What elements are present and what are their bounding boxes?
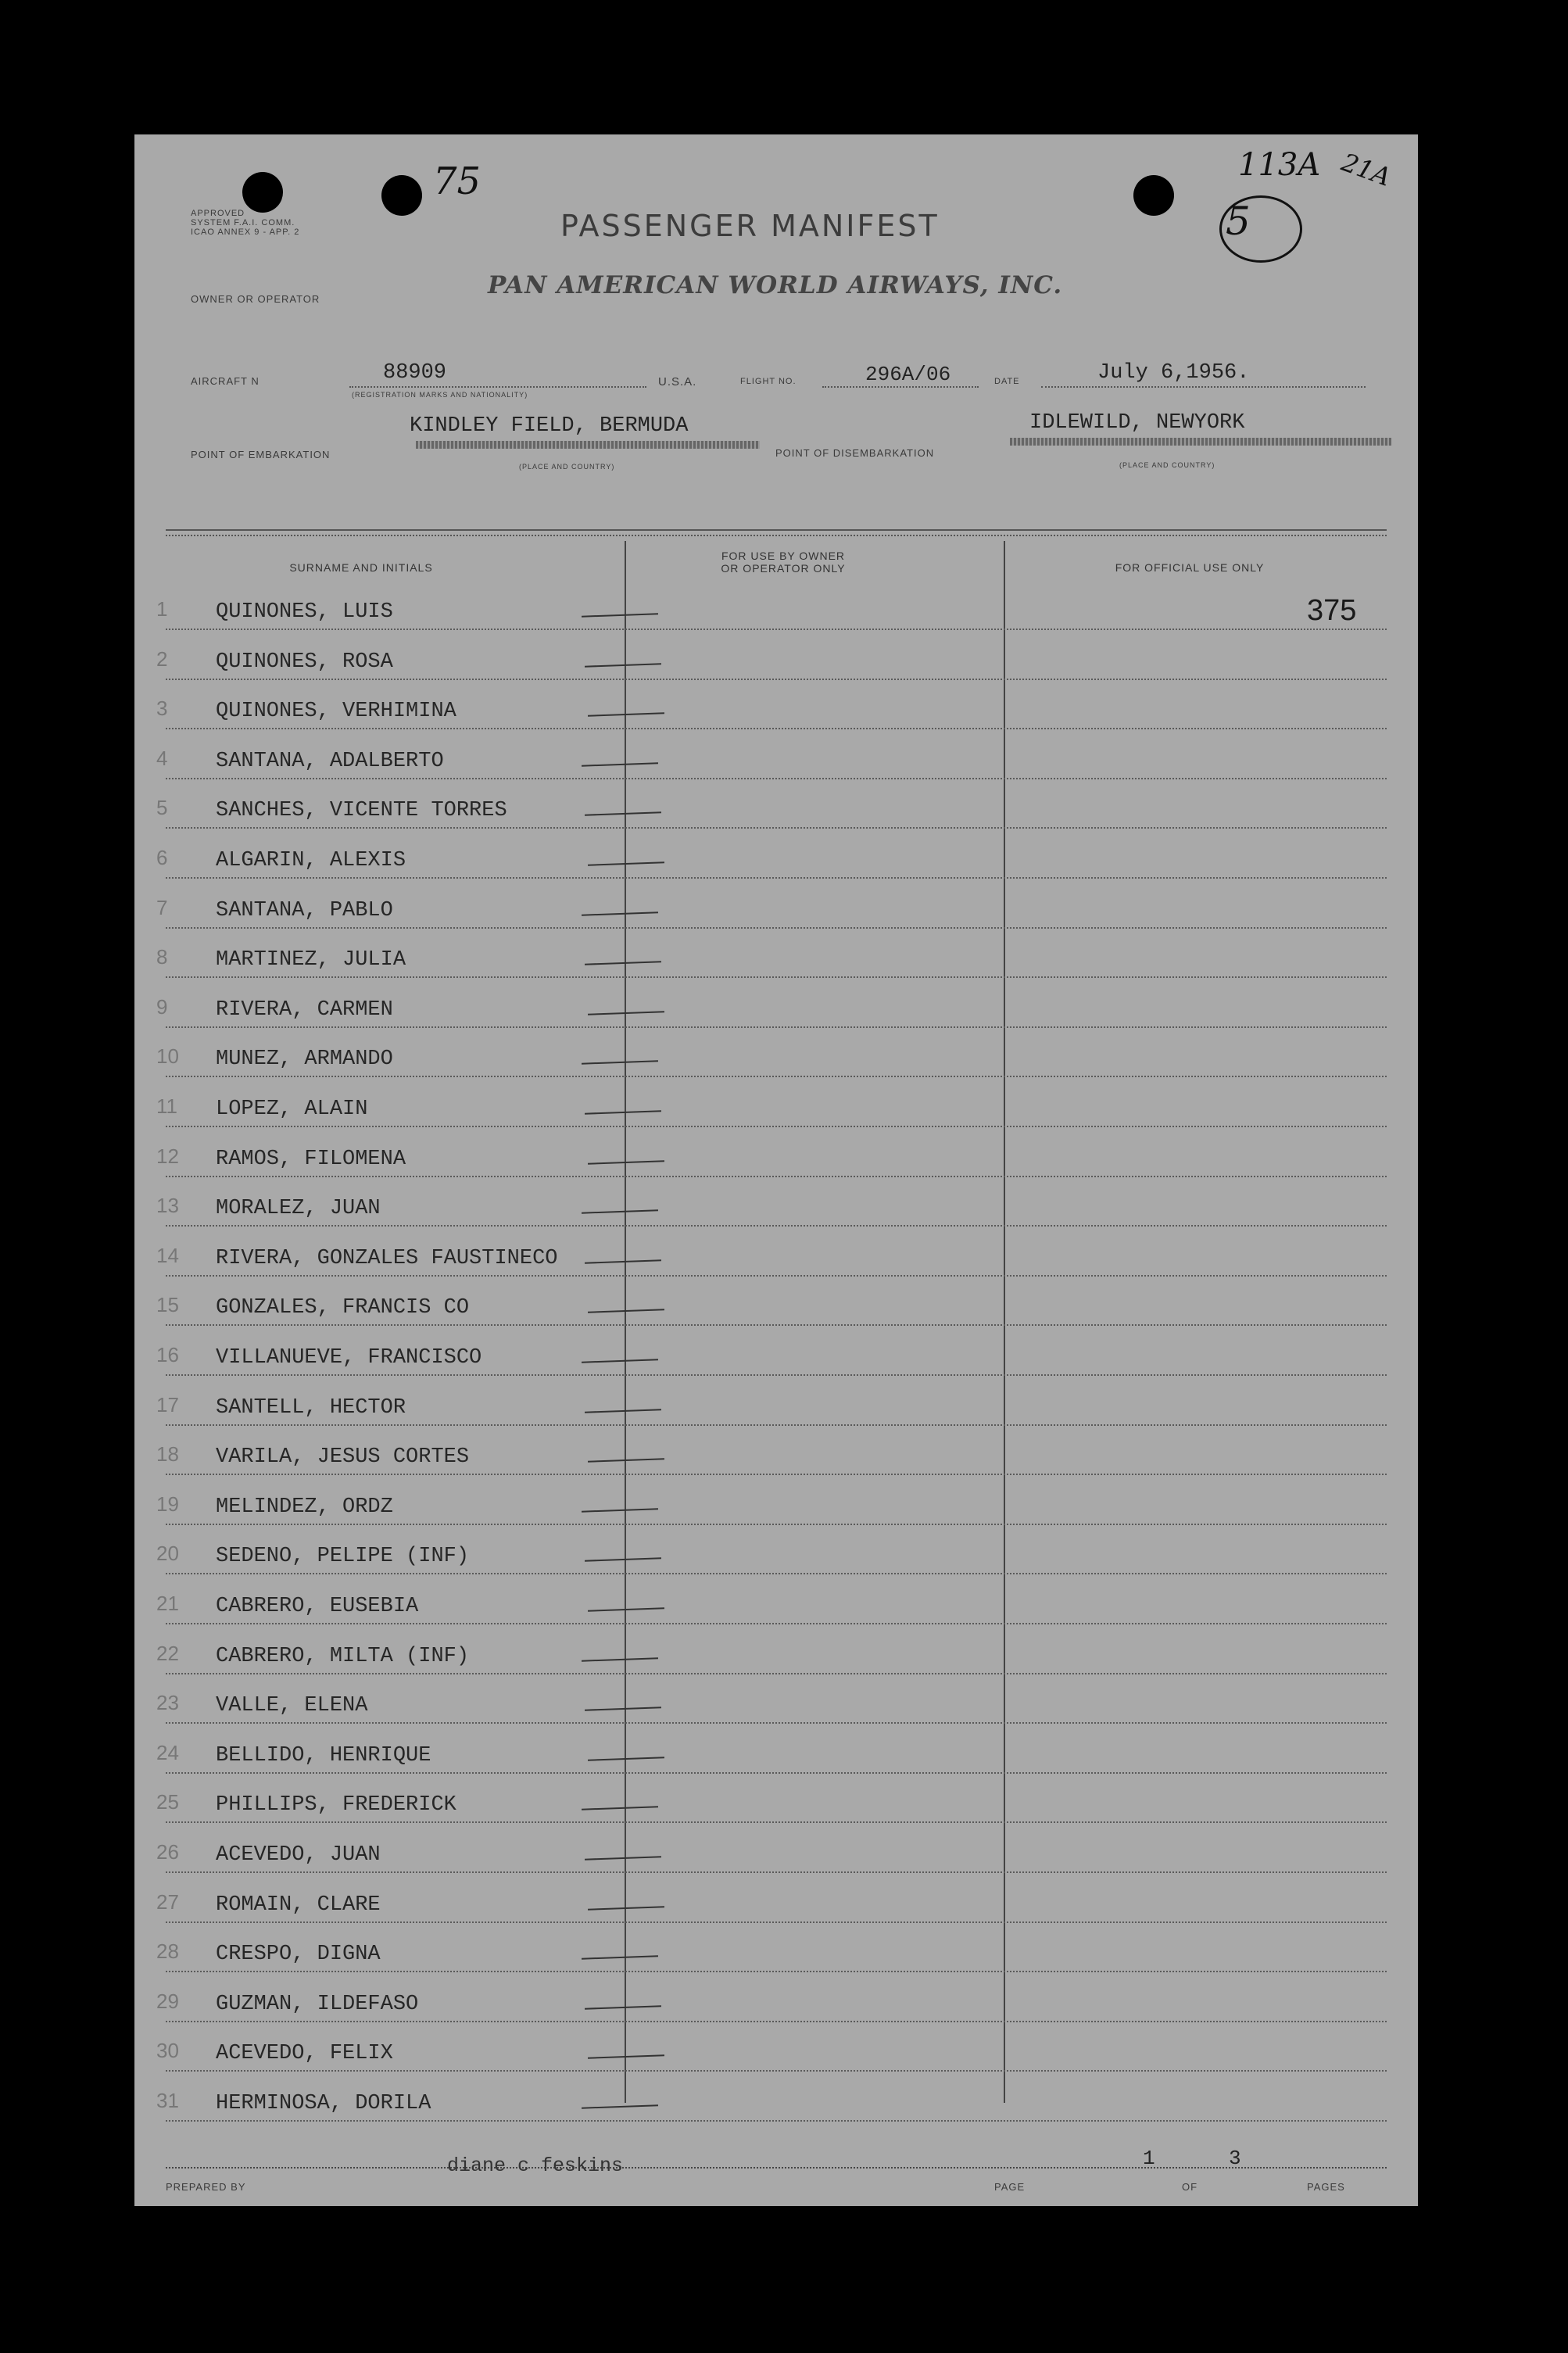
passenger-name: QUINONES, VERHIMINA — [216, 700, 456, 724]
passenger-name: ACEVEDO, JUAN — [216, 1843, 381, 1867]
row-rule — [166, 1821, 1387, 1823]
row-rule — [166, 2120, 1387, 2122]
row-number: 25 — [156, 1790, 179, 1814]
passenger-name: MUNEZ, ARMANDO — [216, 1048, 393, 1072]
row-number: 8 — [156, 945, 168, 969]
passenger-name: GONZALES, FRANCIS CO — [216, 1296, 470, 1320]
row-rule — [166, 877, 1387, 879]
check-tick — [588, 1757, 664, 1760]
check-tick — [582, 762, 658, 766]
row-number: 24 — [156, 1740, 179, 1764]
row-rule — [166, 976, 1387, 978]
row-rule — [166, 1524, 1387, 1525]
punch-hole-left — [242, 172, 283, 213]
check-tick — [588, 1309, 664, 1313]
check-tick — [588, 1458, 664, 1462]
punch-hole-center — [381, 175, 422, 216]
passenger-name: QUINONES, ROSA — [216, 650, 393, 674]
passenger-name: MELINDEZ, ORDZ — [216, 1495, 393, 1519]
header-rule-bottom — [166, 535, 1387, 536]
passenger-name: QUINONES, LUIS — [216, 600, 393, 624]
check-tick — [582, 1508, 658, 1512]
column-header-surname: SURNAME AND INITIALS — [289, 561, 433, 574]
row-rule — [166, 1275, 1387, 1277]
row-number: 31 — [156, 2089, 179, 2112]
passenger-name: PHILLIPS, FREDERICK — [216, 1793, 456, 1818]
row-rule — [166, 2021, 1387, 2022]
approval-line: SYSTEM F.A.I. COMM. — [191, 218, 295, 227]
row-number: 15 — [156, 1293, 179, 1317]
passenger-name: VALLE, ELENA — [216, 1694, 368, 1718]
passenger-name: ROMAIN, CLARE — [216, 1893, 381, 1917]
aircraft-label: AIRCRAFT N — [191, 375, 260, 387]
passenger-name: SANTELL, HECTOR — [216, 1395, 406, 1420]
passenger-name: SANCHES, VICENTE TORRES — [216, 799, 507, 823]
row-number: 13 — [156, 1194, 179, 1218]
check-tick — [585, 2005, 661, 2009]
page-label: PAGE — [994, 2181, 1026, 2193]
check-tick — [585, 1856, 661, 1860]
passenger-name: MORALEZ, JUAN — [216, 1197, 381, 1221]
check-tick — [588, 2055, 664, 2059]
punch-hole-right — [1133, 175, 1174, 216]
row-rule — [166, 1971, 1387, 1972]
check-tick — [582, 911, 658, 915]
row-rule — [166, 1474, 1387, 1475]
passenger-name: RAMOS, FILOMENA — [216, 1147, 406, 1171]
row-rule — [166, 728, 1387, 729]
disembarkation-point: IDLEWILD, NEWYORK — [1029, 411, 1245, 435]
check-tick — [582, 1955, 658, 1959]
row-number: 6 — [156, 846, 168, 869]
row-number: 18 — [156, 1442, 179, 1467]
row-rule — [166, 1722, 1387, 1724]
check-tick — [588, 1607, 664, 1611]
row-number: 2 — [156, 646, 168, 671]
aircraft-rule — [349, 386, 646, 388]
row-rule — [166, 827, 1387, 829]
official-number: 375 — [1307, 594, 1357, 627]
row-rule — [166, 1772, 1387, 1774]
disembarkation-label: POINT OF DISEMBARKATION — [775, 447, 935, 459]
passenger-name: SANTANA, PABLO — [216, 898, 393, 922]
flight-rule — [822, 386, 979, 388]
check-tick — [582, 1061, 658, 1065]
approval-block — [191, 209, 299, 237]
header-rule-top — [166, 529, 1387, 531]
row-number: 19 — [156, 1492, 179, 1516]
row-rule — [166, 927, 1387, 929]
date-label: DATE — [994, 377, 1020, 386]
prepared-by-name: diane c feskins — [447, 2154, 624, 2177]
row-number: 28 — [156, 1939, 179, 1964]
check-tick — [582, 1359, 658, 1363]
passenger-name: SEDENO, PELIPE (INF) — [216, 1545, 470, 1569]
row-rule — [166, 629, 1387, 630]
owner-label: OWNER OR OPERATOR — [191, 293, 320, 305]
check-tick — [585, 1409, 661, 1413]
flight-date: July 6,1956. — [1097, 361, 1250, 385]
row-number: 1 — [156, 597, 168, 621]
check-tick — [585, 961, 661, 965]
prepared-by-label: PREPARED BY — [166, 2181, 246, 2193]
passenger-name: SANTANA, ADALBERTO — [216, 749, 444, 773]
row-rule — [166, 2070, 1387, 2072]
row-number: 14 — [156, 1243, 179, 1267]
passenger-name: MARTINEZ, JULIA — [216, 948, 406, 972]
passenger-name: VARILA, JESUS CORTES — [216, 1445, 470, 1470]
handwritten-mark-21a: 21A — [1337, 147, 1395, 192]
row-rule — [166, 1673, 1387, 1674]
row-rule — [166, 1176, 1387, 1177]
row-number: 27 — [156, 1889, 179, 1914]
row-rule — [166, 679, 1387, 680]
footer-rule — [166, 2167, 1387, 2169]
row-rule — [166, 1623, 1387, 1624]
passenger-name: LOPEZ, ALAIN — [216, 1098, 368, 1121]
embarkation-label: POINT OF EMBARKATION — [191, 449, 331, 460]
carrier-name: PAN AMERICAN WORLD AIRWAYS, INC. — [488, 271, 1063, 299]
row-rule — [166, 1374, 1387, 1376]
row-number: 17 — [156, 1392, 179, 1416]
row-number: 10 — [156, 1044, 179, 1069]
handwritten-circled-number: 5 — [1226, 199, 1251, 244]
row-rule — [166, 778, 1387, 779]
flight-number: 296A/06 — [865, 363, 951, 386]
passenger-name: CABRERO, MILTA (INF) — [216, 1644, 470, 1668]
check-tick — [582, 1657, 658, 1661]
passenger-name: GUZMAN, ILDEFASO — [216, 1992, 419, 2016]
passenger-name: ACEVEDO, FELIX — [216, 2042, 393, 2066]
row-rule — [166, 1126, 1387, 1127]
row-number: 16 — [156, 1343, 179, 1366]
approval-line: ICAO ANNEX 9 - APP. 2 — [191, 227, 300, 237]
embarkation-point: KINDLEY FIELD, BERMUDA — [410, 414, 689, 438]
row-number: 7 — [156, 895, 168, 919]
registration-caption: (REGISTRATION MARKS AND NATIONALITY) — [352, 391, 528, 399]
check-tick — [588, 712, 664, 716]
check-tick — [585, 1110, 661, 1114]
row-number: 21 — [156, 1592, 179, 1615]
passenger-name: RIVERA, GONZALES FAUSTINECO — [216, 1246, 558, 1270]
row-rule — [166, 1871, 1387, 1873]
handwritten-mark-113a: 113A — [1238, 147, 1321, 183]
disembark-place-caption: (PLACE AND COUNTRY) — [1119, 461, 1215, 469]
handwritten-mark-75: 75 — [433, 159, 481, 203]
row-rule — [166, 1076, 1387, 1077]
check-tick — [582, 613, 658, 617]
date-rule — [1041, 386, 1366, 388]
row-number: 4 — [156, 746, 168, 770]
embark-place-caption: (PLACE AND COUNTRY) — [519, 463, 615, 471]
manifest-page — [134, 134, 1418, 2206]
page-title: PASSENGER MANIFEST — [560, 209, 940, 243]
row-number: 5 — [156, 796, 168, 820]
passenger-name: HERMINOSA, DORILA — [216, 2092, 431, 2115]
check-tick — [585, 1259, 661, 1263]
check-tick — [585, 1558, 661, 1562]
check-tick — [588, 1011, 664, 1015]
row-number: 12 — [156, 1144, 179, 1168]
check-tick — [585, 663, 661, 667]
row-rule — [166, 1424, 1387, 1426]
row-number: 26 — [156, 1840, 179, 1864]
passenger-name: VILLANUEVE, FRANCISCO — [216, 1346, 482, 1370]
passenger-name: RIVERA, CARMEN — [216, 997, 393, 1022]
passenger-name: BELLIDO, HENRIQUE — [216, 1743, 431, 1767]
check-tick — [588, 1906, 664, 1910]
approval-line: APPROVED — [191, 209, 245, 218]
row-number: 23 — [156, 1691, 179, 1715]
column-divider-2 — [1004, 541, 1005, 2103]
row-number: 30 — [156, 2039, 179, 2063]
check-tick — [582, 2104, 658, 2108]
row-number: 3 — [156, 697, 168, 721]
row-number: 9 — [156, 994, 168, 1019]
row-rule — [166, 1921, 1387, 1923]
check-tick — [585, 812, 661, 816]
pages-label: PAGES — [1307, 2181, 1345, 2193]
check-tick — [582, 1209, 658, 1213]
row-number: 20 — [156, 1542, 179, 1566]
passenger-name: ALGARIN, ALEXIS — [216, 849, 406, 872]
struck-text-embarkation — [416, 441, 760, 449]
page-number: 1 — [1143, 2147, 1155, 2170]
column-divider-1 — [625, 541, 626, 2103]
column-header-owner-use: FOR USE BY OWNER OR OPERATOR ONLY — [721, 550, 846, 575]
check-tick — [588, 1160, 664, 1164]
usa-label: U.S.A. — [658, 375, 697, 389]
row-rule — [166, 1026, 1387, 1028]
row-rule — [166, 1324, 1387, 1326]
check-tick — [582, 1807, 658, 1810]
of-label: OF — [1182, 2181, 1198, 2193]
passenger-name: CRESPO, DIGNA — [216, 1943, 381, 1967]
row-rule — [166, 1225, 1387, 1227]
struck-text-disembarkation — [1010, 438, 1391, 446]
check-tick — [588, 861, 664, 865]
row-number: 22 — [156, 1641, 179, 1665]
total-pages: 3 — [1229, 2147, 1241, 2170]
aircraft-number: 88909 — [383, 361, 447, 385]
row-rule — [166, 1573, 1387, 1574]
passenger-name: CABRERO, EUSEBIA — [216, 1595, 419, 1618]
row-number: 29 — [156, 1989, 179, 2013]
check-tick — [585, 1707, 661, 1710]
flight-label: FLIGHT NO. — [740, 377, 797, 386]
column-header-official-use: FOR OFFICIAL USE ONLY — [1115, 561, 1265, 574]
row-number: 11 — [156, 1094, 177, 1118]
